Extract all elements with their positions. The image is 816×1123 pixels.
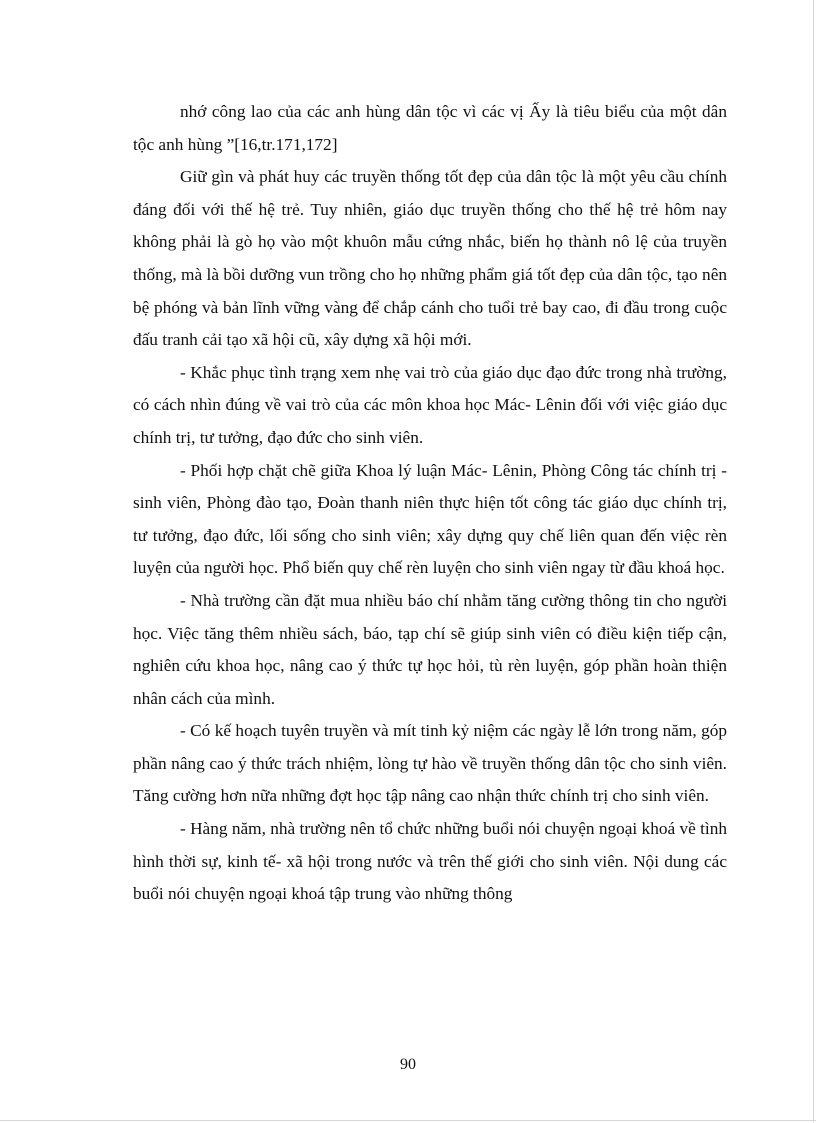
page-edge-right: [813, 0, 814, 1123]
paragraph-7: - Hàng năm, nhà trường nên tổ chức những buổi nói chuyện ngoại khoá về tình hình thời sự, kinh tế- xã hội trong nước và trên thế giới cho sinh viên. Nội dung các buổi nói chuyện ngoại khoá tập trung vào những thông: [133, 819, 727, 904]
paragraph-6: - Có kế hoạch tuyên truyền và mít tinh kỷ niệm các ngày lễ lớn trong năm, góp phần nâng cao ý thức trách nhiệm, lòng tự hào về truyền thống dân tộc cho sinh viên. Tăng cường hơn nữa những đợt học tập nâng cao nhận thức chính trị cho sinh viên.: [133, 721, 727, 806]
paragraph-5: - Nhà trường cần đặt mua nhiều báo chí nhằm tăng cường thông tin cho người học. Việc tăng thêm nhiều sách, báo, tạp chí sẽ giúp sinh viên có điều kiện tiếp cận, nghiên cứu khoa học, nâng cao ý thức tự học hỏi, tù rèn luyện, góp phần hoàn thiện nhân cách của mình.: [133, 590, 727, 708]
body-text: [133, 96, 727, 911]
page-edge-bottom: [0, 1120, 816, 1121]
paragraph-1: nhớ công lao của các anh hùng dân tộc vì các vị Ấy là tiêu biểu của một dân tộc anh hùng ”[16,tr.171,172]: [133, 102, 727, 154]
paragraph-2: Giữ gìn và phát huy các truyền thống tốt đẹp của dân tộc là một yêu cầu chính đáng đối với thế hệ trẻ. Tuy nhiên, giáo dục truyền thống cho thế hệ trẻ hôm nay không phải là gò họ vào một khuôn mẫu cứng nhắc, biến họ thành nô lệ của truyền thống, mà là bồi dưỡng vun trồng cho họ những phẩm giá tốt đẹp của dân tộc, tạo nên bệ phóng và bản lĩnh vững vàng để chắp cánh cho tuổi trẻ bay cao, đi đầu trong cuộc đấu tranh cải tạo xã hội cũ, xây dựng xã hội mới.: [133, 167, 727, 350]
page-number: 90: [400, 1056, 416, 1073]
paragraph-3: - Khắc phục tình trạng xem nhẹ vai trò của giáo dục đạo đức trong nhà trường, có cách nhìn đúng về vai trò của các môn khoa học Mác- Lênin đối với việc giáo dục chính trị, tư tưởng, đạo đức cho sinh viên.: [133, 362, 727, 447]
paragraph-4: - Phối hợp chặt chẽ giữa Khoa lý luận Mác- Lênin, Phòng Công tác chính trị - sinh viên, Phòng đào tạo, Đoàn thanh niên thực hiện tốt công tác giáo dục chính trị, tư tưởng, đạo đức, lối sống cho sinh viên; xây dựng quy chế liên quan đến việc rèn luyện của người học. Phổ biến quy chế rèn luyện cho sinh viên ngay từ đầu khoá học.: [133, 460, 727, 578]
